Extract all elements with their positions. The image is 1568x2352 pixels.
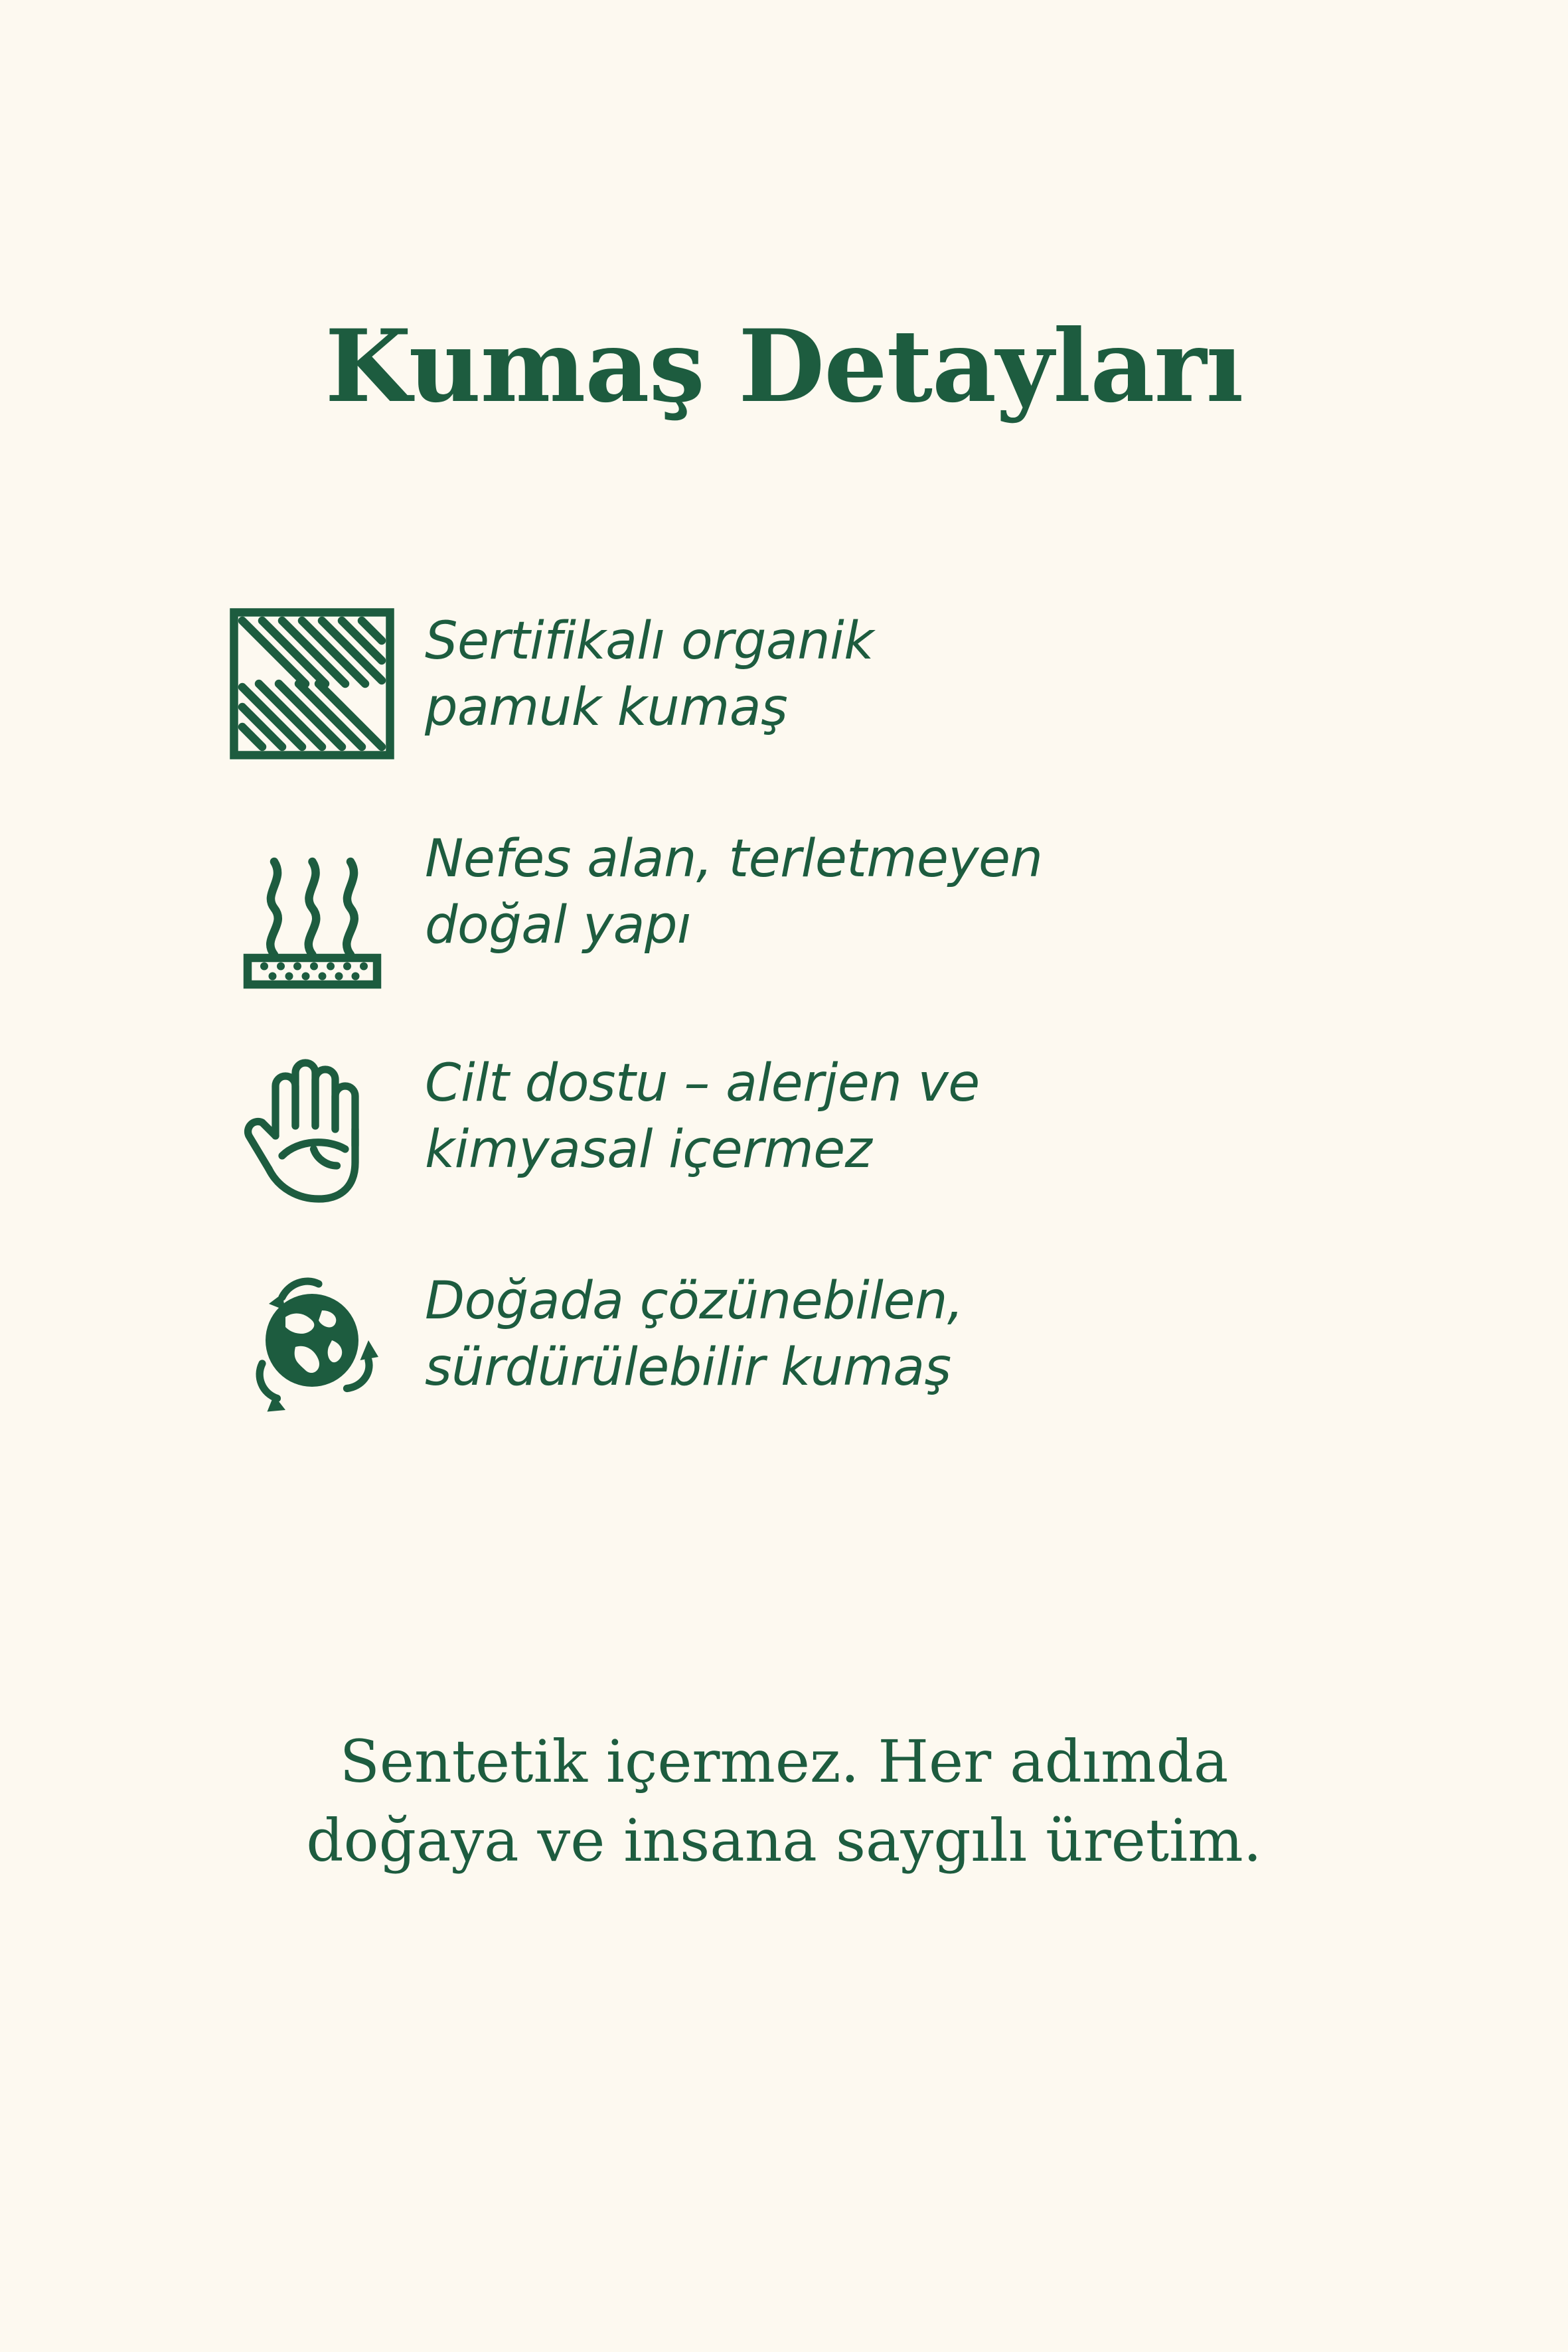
feature-line-1: Nefes alan, terletmeyen <box>425 829 1043 889</box>
list-item-label <box>398 601 1368 742</box>
feature-list <box>226 601 1368 1478</box>
skin-friendly-hand-leaf-icon <box>226 1043 398 1209</box>
feature-line-1: Sertifikalı organik <box>425 611 874 671</box>
footer-line-2: doğaya ve insana saygılı üretim. <box>306 1806 1262 1875</box>
feature-line-2: sürdürülebilir kumaş <box>425 1337 951 1397</box>
feature-line-1: Cilt dostu – alerjen ve <box>425 1054 980 1113</box>
list-item-label <box>398 1261 1368 1401</box>
feature-line-2: pamuk kumaş <box>425 677 788 738</box>
list-item <box>226 1043 1368 1209</box>
feature-line-2: doğal yapı <box>425 895 692 955</box>
footer-line-1: Sentetik içermez. Her adımda <box>339 1727 1229 1796</box>
list-item-label <box>398 819 1368 959</box>
feature-line-1: Doğada çözünebilen, <box>425 1271 964 1331</box>
woven-fabric-icon <box>226 601 398 760</box>
feature-line-2: kimyasal içermez <box>425 1119 872 1180</box>
list-item <box>226 819 1368 991</box>
footer-note <box>0 1723 1568 1881</box>
list-item <box>226 601 1368 767</box>
breathable-steam-icon <box>226 819 398 991</box>
page-title: Kumaş Detayları <box>325 308 1243 425</box>
biodegradable-earth-recycle-icon <box>226 1261 398 1420</box>
list-item <box>226 1261 1368 1427</box>
list-item-label <box>398 1043 1368 1184</box>
